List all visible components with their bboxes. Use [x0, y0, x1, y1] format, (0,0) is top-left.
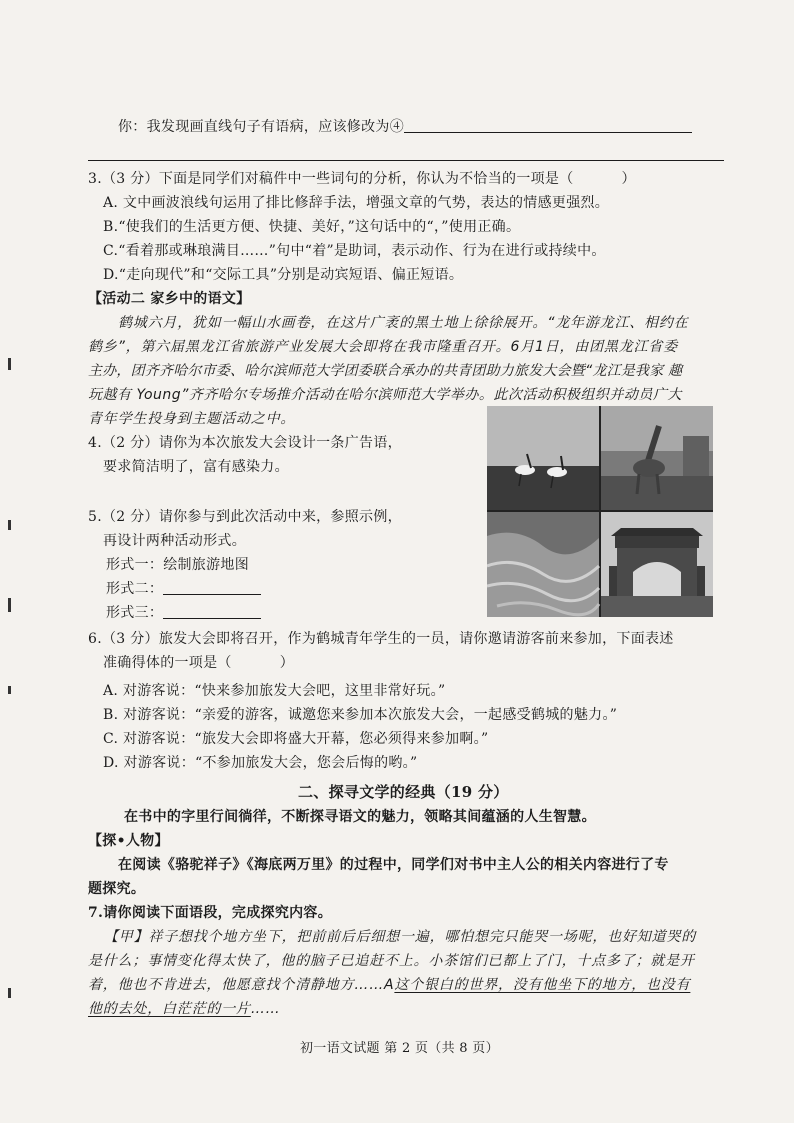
q5-form2 — [106, 580, 261, 598]
section2-subheading: 【探•人物】 — [88, 833, 169, 849]
q2-answer-blank-line2[interactable] — [88, 160, 724, 161]
q5-form2-blank[interactable] — [163, 580, 261, 595]
section2-task-line1: 在阅读《骆驼祥子》《海底两万里》的过程中，同学们对书中主人公的相关内容进行了专 — [118, 857, 669, 873]
q7-excerpt-line — [88, 1000, 280, 1018]
q5-form3 — [106, 604, 261, 622]
activity2-passage-line: 青年学生投身到主题活动之中。 — [88, 411, 296, 427]
q6-line2 — [103, 654, 294, 672]
activity2-passage-line: 鹤城六月，犹如一幅山水画卷，在这片广袤的黑土地上徐徐展开。“龙年游龙江、相约在 — [118, 315, 689, 331]
q2-answer-line — [118, 118, 692, 136]
q5-form1: 形式一：绘制旅游地图 — [106, 557, 249, 573]
activity2-passage-line: 鹤乡”，第六届黑龙江省旅游产业发展大会即将在我市隆重召开。6月1日，由团黑龙江省委 — [88, 339, 678, 355]
q5-form2-label: 形式二： — [106, 581, 164, 597]
fish-photo — [487, 512, 599, 617]
q5-form3-blank[interactable] — [163, 604, 261, 619]
q4-line2: 要求简洁明了，富有感染力。 — [103, 459, 289, 475]
q7-excerpt-line: 是什么；事情变化得太快了，他的脑子已追赶不上。小茶馆们已都上了门，十点多了；就是开 — [88, 953, 695, 969]
activity2-passage-line: 玩越有 Young”齐齐哈尔专场推介活动在哈尔滨师范大学举办。此次活动积极组织并动员广大 — [88, 387, 682, 403]
q3-option-c: C.“看着那或琳琅满目……”句中“着”是助词，表示动作、行为在进行或持续中。 — [103, 243, 606, 259]
q7-excerpt-text: 着，他也不肯进去，他愿意找个清静地方……A — [88, 977, 395, 993]
q3-stem — [88, 170, 636, 188]
scan-mark — [8, 358, 11, 370]
page-footer: 初一语文试题 第 2 页（共 8 页） — [300, 1041, 499, 1056]
q7-excerpt-text: …… — [250, 1001, 281, 1017]
section2-title: 二、探寻文学的经典（19 分） — [298, 783, 509, 801]
scan-mark — [8, 520, 11, 530]
q7-stem: 7.请你阅读下面语段，完成探究内容。 — [88, 905, 333, 921]
q3-paren-close: ） — [621, 171, 636, 187]
crane-photo — [487, 406, 599, 510]
activity2-passage-line: 主办，团齐齐哈尔市委、哈尔滨师范大学团委联合承办的共青团助力旅发大会暨“龙江是我家 趣 — [88, 363, 683, 379]
q5-form3-label: 形式三： — [106, 605, 164, 621]
q7-excerpt-line: 【甲】祥子想找个地方坐下，把前前后后细想一遍，哪怕想完只能哭一场呢，也好知道哭的 — [104, 929, 696, 945]
q2-answer-blank[interactable] — [404, 118, 692, 133]
q3-stem-text: 3.（3 分）下面是同学们对稿件中一些词句的分析，你认为不恰当的一项是（ — [88, 171, 574, 187]
q7-underlined-sentence: 这个银白的世界，没有他坐下的地方，也没有 — [394, 977, 691, 993]
q6-line2-text: 准确得体的一项是（ — [103, 655, 232, 671]
section2-task-line2: 题探究。 — [88, 881, 146, 897]
q3-option-a: A. 文中画波浪线句运用了排比修辞手法，增强文章的气势，表达的情感更强烈。 — [103, 195, 610, 211]
q5-line1: 5.（2 分）请你参与到此次活动中来，参照示例， — [88, 509, 402, 525]
q2-answer-prompt: 你：我发现画直线句子有语病，应该修改为④ — [118, 119, 404, 135]
section2-intro: 在书中的字里行间徜徉，不断探寻语文的魅力，领略其间蕴涵的人生智慧。 — [124, 809, 596, 825]
q6-option-c: C. 对游客说：“旅发大会即将盛大开幕，您必须得来参加啊。” — [103, 731, 489, 747]
q6-option-b: B. 对游客说：“亲爱的游客，诚邀您来参加本次旅发大会，一起感受鹤城的魅力。” — [103, 707, 618, 723]
q7-underlined-sentence: 他的去处，白茫茫的一片 — [88, 1001, 251, 1017]
q6-option-a: A. 对游客说：“快来参加旅发大会吧，这里非常好玩。” — [103, 683, 446, 699]
scan-mark — [8, 988, 11, 998]
q7-excerpt-line — [88, 976, 690, 994]
scan-mark — [8, 686, 11, 694]
q6-paren-close: ） — [279, 655, 295, 671]
scan-mark — [8, 598, 11, 612]
giraffe-photo — [601, 406, 713, 510]
activity2-heading: 【活动二 家乡中的语文】 — [88, 291, 251, 307]
q6-line1: 6.（3 分）旅发大会即将召开，作为鹤城青年学生的一员，请你邀请游客前来参加，下面表述 — [88, 631, 674, 647]
q6-option-d: D. 对游客说：“不参加旅发大会，您会后悔的哟。” — [103, 755, 418, 771]
q3-option-d: D.“走向现代”和“交际工具”分别是动宾短语、偏正短语。 — [103, 267, 464, 283]
tourism-photo-collage — [487, 406, 713, 617]
q3-option-b: B.“使我们的生活更方便、快捷、美好，”这句话中的“，”使用正确。 — [103, 219, 521, 235]
q5-line2: 再设计两种活动形式。 — [103, 533, 246, 549]
q4-line1: 4.（2 分）请你为本次旅发大会设计一条广告语， — [88, 435, 402, 451]
gate-photo — [601, 512, 713, 617]
